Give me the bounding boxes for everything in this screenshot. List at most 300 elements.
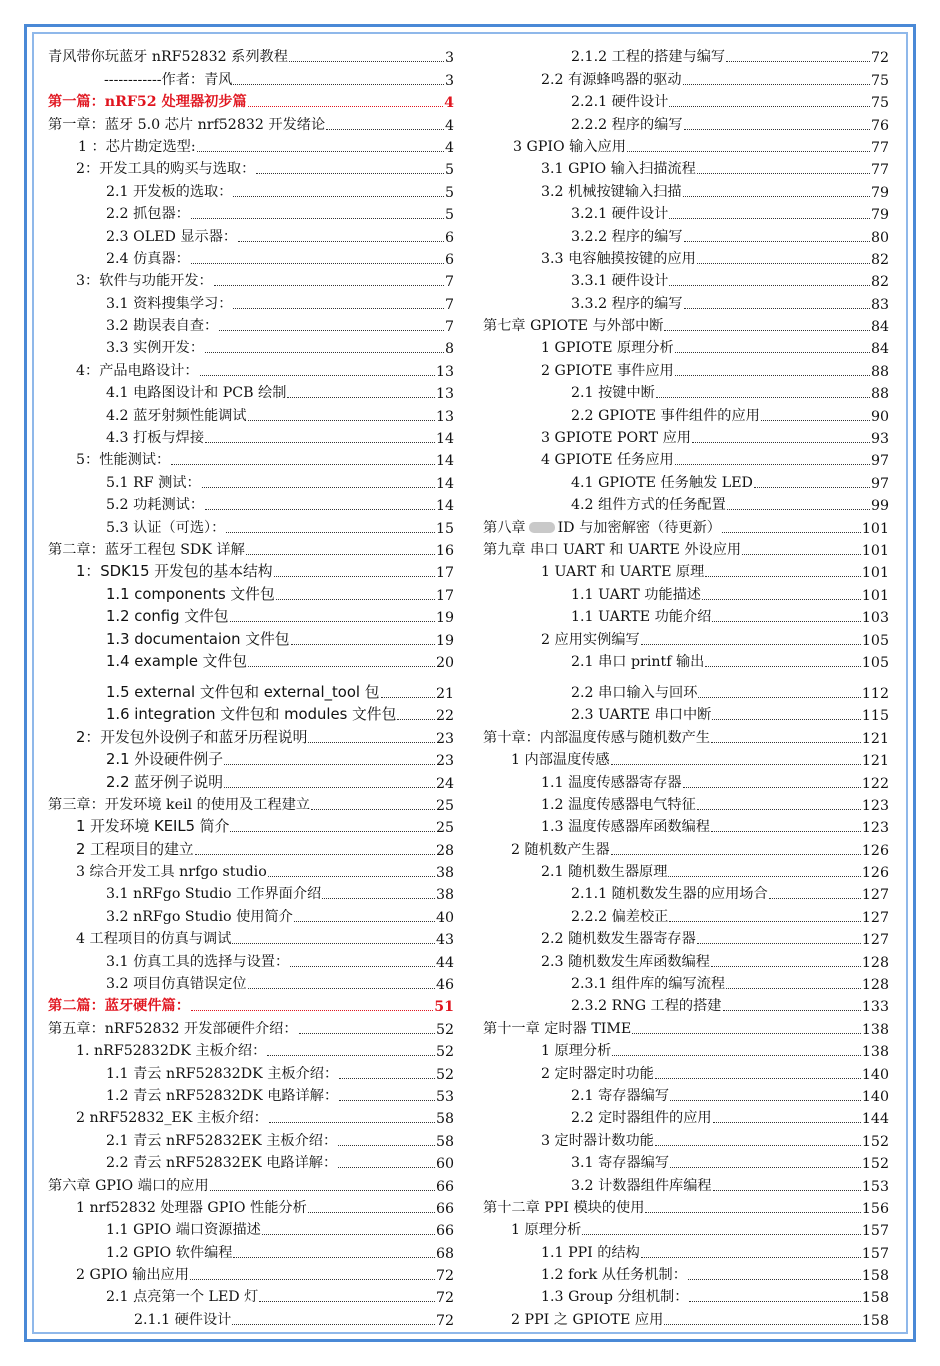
leader-dots xyxy=(727,509,870,510)
toc-entry[interactable] xyxy=(48,559,454,581)
toc-entry[interactable] xyxy=(48,514,454,536)
toc-entry[interactable] xyxy=(48,993,454,1015)
toc-entry-title-text: 4.3 打板与焊接 xyxy=(106,430,205,447)
toc-entry-title-text: 1.3 Group 分组机制： xyxy=(541,1289,689,1306)
toc-entry-title xyxy=(48,517,225,537)
leader-dots xyxy=(339,1078,435,1079)
toc-entry-page-number: 19 xyxy=(435,632,454,649)
toc-entry[interactable] xyxy=(483,1284,889,1306)
toc-entry-title-text: 3.2 计数器组件库编程 xyxy=(571,1177,712,1194)
toc-entry-page-number: 138 xyxy=(861,1021,889,1038)
leader-dots xyxy=(291,644,435,645)
leader-dots xyxy=(205,442,435,443)
toc-entry[interactable] xyxy=(48,447,454,469)
toc-entry[interactable] xyxy=(48,881,454,903)
toc-entry-title xyxy=(48,771,223,792)
toc-entry-title xyxy=(483,270,668,290)
toc-entry[interactable] xyxy=(483,402,889,424)
toc-entry-page-number: 25 xyxy=(435,797,454,814)
toc-entry[interactable] xyxy=(483,66,889,88)
toc-entry-title xyxy=(48,449,170,469)
toc-entry[interactable] xyxy=(48,89,454,111)
toc-entry[interactable] xyxy=(483,836,889,858)
toc-entry-title xyxy=(483,517,721,537)
toc-entry[interactable] xyxy=(48,814,454,836)
toc-entry-title-text: 2 随机数产生器 xyxy=(511,841,610,858)
toc-entry[interactable] xyxy=(48,1262,454,1284)
toc-entry-page-number: 97 xyxy=(870,475,889,492)
toc-entry[interactable] xyxy=(48,1306,454,1328)
toc-entry[interactable] xyxy=(48,1217,454,1239)
toc-entry-page-number: 19 xyxy=(435,610,454,627)
toc-entry[interactable] xyxy=(48,926,454,948)
toc-entry[interactable] xyxy=(483,671,889,702)
toc-entry[interactable] xyxy=(48,1083,454,1105)
toc-entry-title-text: 1 内部温度传感 xyxy=(511,752,610,769)
toc-entry-page-number: 20 xyxy=(435,654,454,671)
toc-entry[interactable] xyxy=(483,1306,889,1328)
toc-entry[interactable] xyxy=(483,724,889,746)
toc-entry[interactable] xyxy=(483,1262,889,1284)
toc-entry[interactable] xyxy=(48,290,454,312)
leader-dots xyxy=(232,943,435,944)
toc-entry[interactable] xyxy=(48,604,454,626)
toc-entry-page-number: 157 xyxy=(861,1245,889,1262)
toc-entry[interactable] xyxy=(48,469,454,491)
toc-entry[interactable] xyxy=(483,559,889,581)
toc-entry-title xyxy=(483,1063,654,1083)
toc-entry-title-text: 2.1 外设硬件例子 xyxy=(106,751,224,769)
toc-entry-title-text: 1 GPIOTE 原理分析 xyxy=(541,340,674,357)
toc-entry-title xyxy=(483,226,683,246)
toc-entry-page-number: 44 xyxy=(435,954,454,971)
toc-entry-title-text: 1.2 fork 从任务机制： xyxy=(541,1267,687,1284)
toc-entry-title-text: 3 GPIO 输入应用 xyxy=(513,138,626,155)
leader-dots xyxy=(655,1145,861,1146)
toc-entry[interactable] xyxy=(48,1239,454,1261)
toc-entry[interactable] xyxy=(483,747,889,769)
toc-entry[interactable] xyxy=(483,1150,889,1172)
toc-entry-page-number: 79 xyxy=(870,184,889,201)
toc-entry-page-number: 115 xyxy=(861,708,889,725)
toc-entry-page-number: 153 xyxy=(861,1178,889,1195)
leader-dots xyxy=(726,988,861,989)
leader-dots xyxy=(655,1078,861,1079)
toc-entry-title-text: 第五章：nRF52832 开发部硬件介绍： xyxy=(48,1020,298,1037)
toc-entry[interactable] xyxy=(48,1172,454,1194)
toc-entry-page-number: 52 xyxy=(435,1021,454,1038)
leader-dots xyxy=(262,1234,435,1235)
toc-entry-title xyxy=(48,560,273,581)
leader-dots xyxy=(611,764,861,765)
toc-entry[interactable] xyxy=(48,747,454,769)
toc-entry[interactable] xyxy=(483,926,889,948)
leader-dots xyxy=(224,764,435,765)
toc-entry-title xyxy=(48,69,232,89)
leader-dots xyxy=(656,397,870,398)
toc-entry[interactable] xyxy=(483,357,889,379)
toc-entry-title-text: 3.1 资料搜集学习： xyxy=(106,295,233,312)
toc-entry[interactable] xyxy=(48,1015,454,1037)
toc-entry-title xyxy=(48,203,190,223)
toc-entry-title-text: 2.1.1 随机数发生器的应用场合 xyxy=(571,886,768,903)
toc-entry[interactable] xyxy=(48,44,454,66)
toc-entry[interactable] xyxy=(48,246,454,268)
toc-entry[interactable] xyxy=(483,1083,889,1105)
leader-dots xyxy=(308,742,435,743)
toc-entry[interactable] xyxy=(483,447,889,469)
leader-dots xyxy=(248,420,435,421)
toc-entry[interactable] xyxy=(483,1239,889,1261)
toc-entry-title-text: 2 PPI 之 GPIOTE 应用 xyxy=(511,1311,664,1328)
toc-entry[interactable] xyxy=(483,201,889,223)
toc-entry-title xyxy=(48,360,199,380)
toc-entry-title-text: 第七章 GPIOTE 与外部中断 xyxy=(483,318,664,335)
toc-entry-title-text: 2：开发工具的购买与选取： xyxy=(76,161,256,178)
toc-entry-title xyxy=(48,91,247,111)
toc-entry-page-number: 14 xyxy=(435,475,454,492)
toc-entry-title xyxy=(483,883,768,903)
toc-entry[interactable] xyxy=(483,425,889,447)
toc-entry-page-number: 17 xyxy=(435,565,454,582)
toc-entry-page-number: 38 xyxy=(435,865,454,882)
leader-dots xyxy=(582,1234,861,1235)
leader-dots xyxy=(664,330,869,331)
leader-dots xyxy=(683,84,870,85)
toc-entry[interactable] xyxy=(483,1195,889,1217)
toc-entry-title-text: 4 GPIOTE 任务应用 xyxy=(541,452,674,469)
toc-entry-title-text: 1 ：芯片勘定选型: xyxy=(78,138,196,155)
toc-entry[interactable] xyxy=(483,702,889,724)
toc-entry-title-text: 2 GPIO 输出应用 xyxy=(76,1267,189,1284)
toc-entry-title xyxy=(48,315,218,335)
toc-entry-title-text: 1.4 example 文件包 xyxy=(106,652,248,670)
toc-entry-title-text: 1：SDK15 开发包的基本结构 xyxy=(76,563,273,581)
toc-entry[interactable] xyxy=(48,859,454,881)
toc-entry-title xyxy=(48,1152,337,1172)
toc-entry[interactable] xyxy=(48,156,454,178)
toc-entry-title xyxy=(483,973,725,993)
toc-entry[interactable] xyxy=(48,626,454,648)
toc-entry[interactable] xyxy=(483,1217,889,1239)
toc-entry[interactable] xyxy=(48,313,454,335)
toc-entry-title-text: 2.1 点亮第一个 LED 灯 xyxy=(106,1289,259,1306)
toc-entry-title xyxy=(48,583,275,604)
leader-dots xyxy=(645,1212,861,1213)
toc-entry[interactable] xyxy=(48,1195,454,1217)
toc-entry-title-text: 2.3 随机数发生库函数编程 xyxy=(541,953,710,970)
toc-entry[interactable] xyxy=(48,671,454,702)
toc-entry[interactable] xyxy=(483,268,889,290)
toc-entry[interactable] xyxy=(483,993,889,1015)
toc-entry-title xyxy=(48,703,396,724)
leader-dots xyxy=(692,442,870,443)
toc-entry[interactable] xyxy=(48,201,454,223)
toc-entry-title-text: 2.4 仿真器： xyxy=(106,250,190,267)
toc-entry[interactable] xyxy=(483,881,889,903)
leader-dots xyxy=(276,599,435,600)
toc-entry[interactable] xyxy=(48,702,454,724)
toc-entry-title xyxy=(48,248,190,268)
toc-entry[interactable] xyxy=(48,948,454,970)
toc-entry-page-number: 14 xyxy=(435,453,454,470)
leader-dots xyxy=(723,1010,861,1011)
toc-entry[interactable] xyxy=(48,1284,454,1306)
leader-dots xyxy=(256,173,444,174)
toc-entry-title-text: 2.1 串口 printf 输出 xyxy=(571,653,705,670)
toc-entry-title-text: 3 综合开发工具 nrfgo studio xyxy=(76,864,267,881)
toc-entry-title-text: 4.1 GPIOTE 任务触发 LED xyxy=(571,474,753,491)
toc-entry-title-text: 3.3.2 程序的编写 xyxy=(571,295,683,312)
toc-entry[interactable] xyxy=(483,903,889,925)
leader-dots xyxy=(641,1257,861,1258)
toc-entry-title xyxy=(48,1018,298,1038)
toc-entry-title xyxy=(48,337,204,357)
toc-entry[interactable] xyxy=(483,223,889,245)
toc-entry[interactable] xyxy=(483,971,889,993)
toc-entry-title-text: 5.2 功耗测试： xyxy=(106,497,205,514)
toc-entry-title xyxy=(48,628,290,649)
leader-dots xyxy=(205,509,435,510)
toc-entry-title xyxy=(48,1130,337,1150)
toc-entry[interactable] xyxy=(48,649,454,671)
toc-entry-title-text: 5：性能测试： xyxy=(76,452,171,469)
toc-entry[interactable] xyxy=(48,581,454,603)
toc-entry[interactable] xyxy=(483,111,889,133)
toc-entry-title-text: 2.2 定时器组件的应用 xyxy=(571,1110,712,1127)
toc-entry-title xyxy=(483,427,691,447)
toc-entry[interactable] xyxy=(483,290,889,312)
toc-entry[interactable] xyxy=(483,1172,889,1194)
toc-entry[interactable] xyxy=(48,492,454,514)
leader-dots xyxy=(754,487,870,488)
toc-entry-title xyxy=(48,1085,338,1105)
toc-entry[interactable] xyxy=(48,223,454,245)
toc-entry[interactable] xyxy=(48,402,454,424)
leader-dots xyxy=(705,666,861,667)
toc-entry-page-number: 60 xyxy=(435,1156,454,1173)
toc-entry[interactable] xyxy=(48,178,454,200)
leader-dots xyxy=(205,352,444,353)
leader-dots xyxy=(632,1033,861,1034)
leader-dots xyxy=(248,106,443,107)
toc-entry[interactable] xyxy=(483,134,889,156)
toc-entry[interactable] xyxy=(483,604,889,626)
leader-dots xyxy=(722,532,861,533)
toc-entry[interactable] xyxy=(483,156,889,178)
toc-entry-page-number: 112 xyxy=(861,685,889,702)
toc-entry[interactable] xyxy=(483,948,889,970)
toc-entry[interactable] xyxy=(48,1127,454,1149)
toc-entry-title-text: 第二章：蓝牙工程包 SDK 详解 xyxy=(48,541,245,558)
toc-entry[interactable] xyxy=(483,335,889,357)
toc-entry[interactable] xyxy=(48,1060,454,1082)
toc-entry-page-number: 82 xyxy=(870,251,889,268)
toc-entry-title-text: 1.2 GPIO 软件编程 xyxy=(106,1244,233,1261)
toc-entry[interactable] xyxy=(48,724,454,746)
toc-entry-page-number: 128 xyxy=(861,954,889,971)
leader-dots xyxy=(238,241,444,242)
toc-entry-page-number: 52 xyxy=(435,1066,454,1083)
toc-entry[interactable] xyxy=(483,89,889,111)
toc-entry-page-number: 66 xyxy=(435,1200,454,1217)
toc-entry-page-number: 72 xyxy=(435,1290,454,1307)
toc-entry[interactable] xyxy=(48,971,454,993)
toc-entry[interactable] xyxy=(48,792,454,814)
leader-dots xyxy=(195,854,435,855)
toc-entry-title-text: 1.1 GPIO 端口资源描述 xyxy=(106,1222,261,1239)
toc-entry-title xyxy=(483,1107,712,1127)
toc-entry[interactable] xyxy=(483,380,889,402)
toc-entry[interactable] xyxy=(48,66,454,88)
toc-entry-title xyxy=(483,382,655,402)
toc-entry[interactable] xyxy=(483,44,889,66)
toc-entry[interactable] xyxy=(483,469,889,491)
leader-dots xyxy=(248,666,435,667)
leader-dots xyxy=(669,218,870,219)
toc-entry-page-number: 133 xyxy=(861,999,889,1016)
toc-entry[interactable] xyxy=(48,1038,454,1060)
toc-entry[interactable] xyxy=(483,492,889,514)
toc-entry[interactable] xyxy=(48,335,454,357)
toc-entry-title xyxy=(483,46,725,66)
leader-dots xyxy=(233,308,444,309)
toc-entry[interactable] xyxy=(483,814,889,836)
leader-dots xyxy=(381,697,435,698)
toc-entry[interactable] xyxy=(483,626,889,648)
toc-entry[interactable] xyxy=(483,769,889,791)
toc-entry-title xyxy=(48,726,307,747)
leader-dots xyxy=(702,599,861,600)
toc-entry-title-text: 1 原理分析 xyxy=(511,1222,582,1239)
toc-entry-title-text: 5.3 认证（可选）： xyxy=(106,519,226,536)
leader-dots xyxy=(711,742,861,743)
toc-entry[interactable] xyxy=(483,246,889,268)
toc-entry[interactable] xyxy=(48,268,454,290)
toc-entry-title xyxy=(483,995,722,1015)
toc-entry[interactable] xyxy=(48,1150,454,1172)
toc-entry[interactable] xyxy=(48,537,454,559)
toc-entry-title xyxy=(483,360,674,380)
toc-entry-title xyxy=(48,951,289,971)
toc-entry-title xyxy=(483,704,711,724)
toc-entry[interactable] xyxy=(483,649,889,671)
toc-entry[interactable] xyxy=(48,380,454,402)
leader-dots xyxy=(322,898,435,899)
leader-dots xyxy=(669,921,861,922)
toc-entry-title xyxy=(48,1309,231,1329)
toc-entry-title xyxy=(483,203,668,223)
leader-dots xyxy=(669,285,870,286)
leader-dots xyxy=(224,787,435,788)
toc-entry[interactable] xyxy=(483,1038,889,1060)
toc-entry-title-text: 2.2 GPIOTE 事件组件的应用 xyxy=(571,407,760,424)
toc-entry-page-number: 23 xyxy=(435,753,454,770)
toc-entry-page-number: 79 xyxy=(870,207,889,224)
toc-entry-title xyxy=(48,114,325,134)
toc-entry-page-number: 58 xyxy=(435,1111,454,1128)
toc-entry[interactable] xyxy=(483,1015,889,1037)
toc-entry-title-text: 2.3.2 RNG 工程的搭建 xyxy=(571,998,722,1015)
toc-entry-page-number: 72 xyxy=(435,1268,454,1285)
toc-entry-title xyxy=(48,270,213,290)
leader-dots xyxy=(191,218,444,219)
leader-dots xyxy=(233,1257,434,1258)
toc-entry[interactable] xyxy=(483,859,889,881)
toc-entry-title xyxy=(483,1040,611,1060)
leader-dots xyxy=(742,554,861,555)
leader-dots xyxy=(664,1324,861,1325)
leader-dots xyxy=(712,621,861,622)
toc-entry-page-number: 72 xyxy=(435,1312,454,1329)
toc-entry[interactable] xyxy=(483,1105,889,1127)
toc-entry-title xyxy=(48,158,255,178)
toc-entry-title-text: 2 GPIOTE 事件应用 xyxy=(541,362,674,379)
toc-entry[interactable] xyxy=(483,1060,889,1082)
leader-dots xyxy=(641,644,861,645)
toc-entry-page-number: 88 xyxy=(870,386,889,403)
toc-entry-page-number: 21 xyxy=(435,685,454,702)
toc-entry[interactable] xyxy=(483,514,889,536)
leader-dots xyxy=(259,1301,435,1302)
toc-entry-title xyxy=(483,1018,631,1038)
toc-entry-page-number: 83 xyxy=(870,296,889,313)
toc-entry[interactable] xyxy=(483,1127,889,1149)
toc-entry-title-text: 2 定时器定时功能 xyxy=(541,1065,654,1082)
toc-entry-title-text: 1.1 温度传感器寄存器 xyxy=(541,774,682,791)
toc-entry[interactable] xyxy=(48,357,454,379)
toc-entry-title-text: 3.1 寄存器编写 xyxy=(571,1155,670,1172)
toc-entry-page-number: 101 xyxy=(861,542,889,559)
leader-dots xyxy=(308,1212,435,1213)
toc-entry[interactable] xyxy=(48,903,454,925)
toc-entry-title xyxy=(483,1219,581,1239)
toc-entry-title-text: 3.2.2 程序的编写 xyxy=(571,228,683,245)
toc-entry[interactable] xyxy=(48,836,454,858)
toc-entry-title-text: 1.3 温度传感器库函数编程 xyxy=(541,819,710,836)
leader-dots xyxy=(338,1167,435,1168)
toc-entry[interactable] xyxy=(48,769,454,791)
toc-entry-page-number: 77 xyxy=(870,162,889,179)
toc-entry-page-number: 138 xyxy=(861,1044,889,1061)
toc-entry[interactable] xyxy=(48,111,454,133)
toc-entry[interactable] xyxy=(48,1105,454,1127)
toc-entry[interactable] xyxy=(483,581,889,603)
toc-entry-page-number: 15 xyxy=(435,520,454,537)
toc-entry-page-number: 28 xyxy=(435,842,454,859)
toc-entry-page-number: 101 xyxy=(861,520,889,537)
toc-entry-page-number: 105 xyxy=(861,654,889,671)
toc-entry-page-number: 3 xyxy=(444,72,454,89)
toc-entry-title-text: 2.2.1 硬件设计 xyxy=(571,94,669,111)
toc-entry-title-text: 1.5 external 文件包和 external_tool 包 xyxy=(106,683,380,701)
toc-entry[interactable] xyxy=(483,313,889,335)
toc-entry[interactable] xyxy=(483,537,889,559)
leader-dots xyxy=(712,719,861,720)
toc-entry-page-number: 13 xyxy=(435,363,454,380)
toc-entry-title xyxy=(48,1219,261,1239)
toc-entry-title xyxy=(48,605,229,626)
toc-entry-title-text: 3.1 仿真工具的选择与设置： xyxy=(106,953,290,970)
toc-entry-title xyxy=(483,584,701,604)
toc-entry-title-text: 2.3.1 组件库的编写流程 xyxy=(571,976,726,993)
toc-entry-title-text: 3：软件与功能开发： xyxy=(76,273,213,290)
toc-entry[interactable] xyxy=(483,792,889,814)
toc-entry[interactable] xyxy=(48,425,454,447)
toc-entry[interactable] xyxy=(48,134,454,156)
toc-entry-title xyxy=(483,1309,663,1329)
toc-entry[interactable] xyxy=(483,178,889,200)
